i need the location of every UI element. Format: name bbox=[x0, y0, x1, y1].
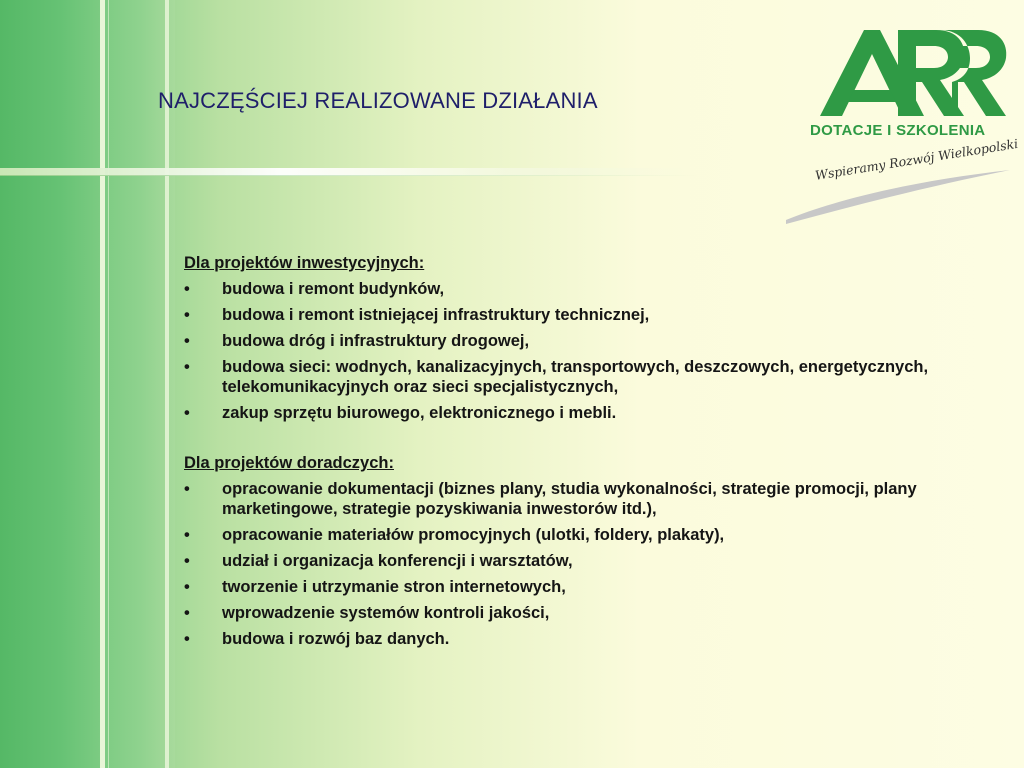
list-item: • zakup sprzętu biurowego, elektronicznego i mebli. bbox=[184, 404, 617, 422]
bullet-icon: • bbox=[184, 480, 190, 498]
list-item: • opracowanie materiałów promocyjnych (ulotki, foldery, plakaty), bbox=[184, 526, 725, 544]
left-decorative-panel bbox=[0, 0, 175, 768]
decorative-stripe bbox=[108, 0, 109, 768]
list-item: • tworzenie i utrzymanie stron internetowych, bbox=[184, 578, 566, 596]
bullet-icon: • bbox=[184, 604, 190, 622]
decorative-stripe bbox=[100, 0, 105, 768]
list-item: • budowa i remont istniejącej infrastruktury technicznej, bbox=[184, 306, 650, 324]
bullet-icon: • bbox=[184, 280, 190, 298]
bullet-icon: • bbox=[184, 552, 190, 570]
section-heading: Dla projektów doradczych: bbox=[184, 454, 394, 472]
arr-logo bbox=[780, 20, 1020, 230]
title-divider-line bbox=[0, 175, 700, 176]
list-item: • opracowanie dokumentacji (biznes plany, studia wykonalności, strategie promocji, plany marketingowe, strategie pozyskiwania inwestorów itd.), bbox=[184, 480, 917, 518]
bullet-icon: • bbox=[184, 358, 190, 376]
bullet-icon: • bbox=[184, 578, 190, 596]
decorative-stripe bbox=[165, 0, 169, 768]
list-item: • udział i organizacja konferencji i warsztatów, bbox=[184, 552, 573, 570]
bullet-icon: • bbox=[184, 526, 190, 544]
bullet-icon: • bbox=[184, 630, 190, 648]
logo-tagline: Wspieramy Rozwój Wielkopolski bbox=[814, 135, 1020, 183]
bullet-icon: • bbox=[184, 306, 190, 324]
list-item: • budowa i remont budynków, bbox=[184, 280, 445, 298]
bullet-list bbox=[184, 279, 1019, 423]
bullet-icon: • bbox=[184, 404, 190, 422]
list-item: • wprowadzenie systemów kontroli jakości, bbox=[184, 604, 550, 622]
list-item: • budowa dróg i infrastruktury drogowej, bbox=[184, 332, 530, 350]
section-advisory-projects bbox=[184, 453, 1019, 649]
bullet-list bbox=[184, 479, 1019, 649]
bullet-icon: • bbox=[184, 332, 190, 350]
page-title: NAJCZĘŚCIEJ REALIZOWANE DZIAŁANIA bbox=[158, 88, 598, 113]
logo-caption: DOTACJE I SZKOLENIA bbox=[810, 122, 986, 139]
list-item: • budowa i rozwój baz danych. bbox=[184, 630, 450, 648]
section-investment-projects bbox=[184, 253, 1019, 423]
content-body bbox=[184, 253, 1019, 655]
logo-swoosh-icon bbox=[780, 20, 1020, 230]
section-spacer bbox=[184, 429, 1019, 453]
list-item: • budowa sieci: wodnych, kanalizacyjnych, transportowych, deszczowych, energetycznych, telekomunikacyjnych oraz sieci specjalistycznych, bbox=[184, 358, 929, 396]
section-heading: Dla projektów inwestycyjnych: bbox=[184, 254, 425, 272]
